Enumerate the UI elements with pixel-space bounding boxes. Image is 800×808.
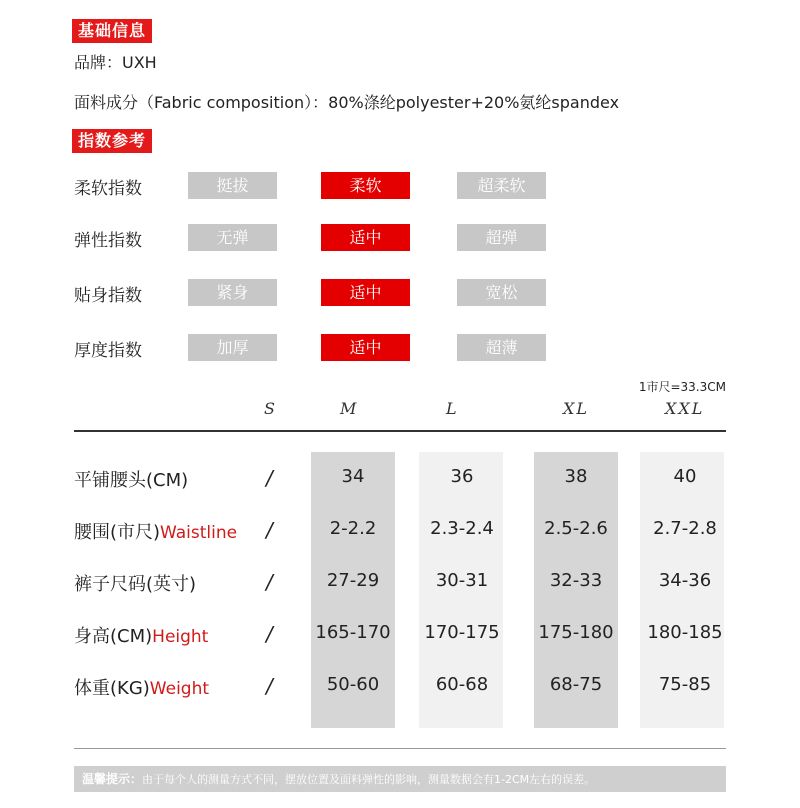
index-chip: 宽松 xyxy=(457,279,546,306)
size-row-label-zh: 身高(CM) xyxy=(74,626,153,647)
size-header-xl: XL xyxy=(563,399,590,418)
index-chip: 紧身 xyxy=(188,279,277,306)
size-s-cell: / xyxy=(266,622,273,646)
size-header-l: L xyxy=(446,399,459,418)
size-cell: 27-29 xyxy=(326,570,380,591)
fabric-line: 面料成分（Fabric composition）：80%涤纶polyester+20%氨纶spandex xyxy=(74,93,620,112)
size-cell: 75-85 xyxy=(658,674,712,695)
size-cell: 32-33 xyxy=(549,570,603,591)
size-cell: 38 xyxy=(564,466,588,487)
basic-info-tag: 基础信息 xyxy=(72,19,152,43)
size-row-label-zh: 平铺腰头(CM) xyxy=(74,470,189,491)
size-cell: 40 xyxy=(673,466,697,487)
size-cell: 50-60 xyxy=(326,674,380,695)
size-row-label-zh: 体重(KG) xyxy=(74,678,150,699)
size-cell: 30-31 xyxy=(435,570,489,591)
size-header-xxl: XXL xyxy=(665,399,705,418)
size-cell: 36 xyxy=(450,466,474,487)
size-cell: 165-170 xyxy=(315,622,391,643)
size-cell: 180-185 xyxy=(647,622,723,643)
index-row-label: 贴身指数 xyxy=(74,286,142,306)
size-cell: 2.3-2.4 xyxy=(430,518,494,539)
table-top-rule xyxy=(74,430,726,432)
index-row-label: 弹性指数 xyxy=(74,231,142,251)
size-row-label-en: Height xyxy=(152,627,209,647)
footer-lead: 温馨提示： xyxy=(82,772,143,786)
size-row-label xyxy=(74,674,209,700)
size-cell: 34-36 xyxy=(658,570,712,591)
size-row-label xyxy=(74,622,208,648)
index-chip-selected: 柔软 xyxy=(321,172,410,199)
size-row-label xyxy=(74,518,237,544)
size-s-cell: / xyxy=(266,570,273,594)
index-chip-selected: 适中 xyxy=(321,224,410,251)
index-chip: 加厚 xyxy=(188,334,277,361)
size-cell: 2.7-2.8 xyxy=(653,518,717,539)
size-s-cell: / xyxy=(266,518,273,542)
table-bottom-rule xyxy=(74,748,726,749)
index-chip-selected: 适中 xyxy=(321,279,410,306)
index-chip: 超柔软 xyxy=(457,172,546,199)
size-cell: 2-2.2 xyxy=(329,518,377,539)
index-chip: 无弹 xyxy=(188,224,277,251)
size-cell: 68-75 xyxy=(549,674,603,695)
size-cell: 175-180 xyxy=(538,622,614,643)
size-row-label xyxy=(74,466,188,492)
index-row-label: 柔软指数 xyxy=(74,179,142,199)
size-row-label-en: Waistline xyxy=(160,523,238,543)
index-chip: 挺拔 xyxy=(188,172,277,199)
index-reference-tag: 指数参考 xyxy=(72,129,152,153)
index-chip: 超弹 xyxy=(457,224,546,251)
size-s-cell: / xyxy=(266,466,273,490)
unit-note: 1市尺=33.3CM xyxy=(638,380,726,394)
size-cell: 170-175 xyxy=(424,622,500,643)
size-row-label-en: Weight xyxy=(149,679,210,699)
size-row-label-zh: 腰围(市尺) xyxy=(74,522,161,543)
size-row-label-zh: 裤子尺码(英寸) xyxy=(74,574,197,595)
brand-line: 品牌：UXH xyxy=(74,53,157,72)
index-chip-selected: 适中 xyxy=(321,334,410,361)
size-s-cell: / xyxy=(266,674,273,698)
footer-tip xyxy=(74,766,726,792)
index-row-label: 厚度指数 xyxy=(74,341,142,361)
size-cell: 34 xyxy=(341,466,365,487)
size-row-label xyxy=(74,570,196,596)
size-cell: 2.5-2.6 xyxy=(544,518,608,539)
index-chip: 超薄 xyxy=(457,334,546,361)
footer-text: 由于每个人的测量方式不同，摆放位置及面料弹性的影响，测量数据会有1-2CM左右的误差。 xyxy=(142,773,596,786)
size-cell: 60-68 xyxy=(435,674,489,695)
size-header-m: M xyxy=(340,399,359,418)
size-header-s: S xyxy=(264,399,277,418)
